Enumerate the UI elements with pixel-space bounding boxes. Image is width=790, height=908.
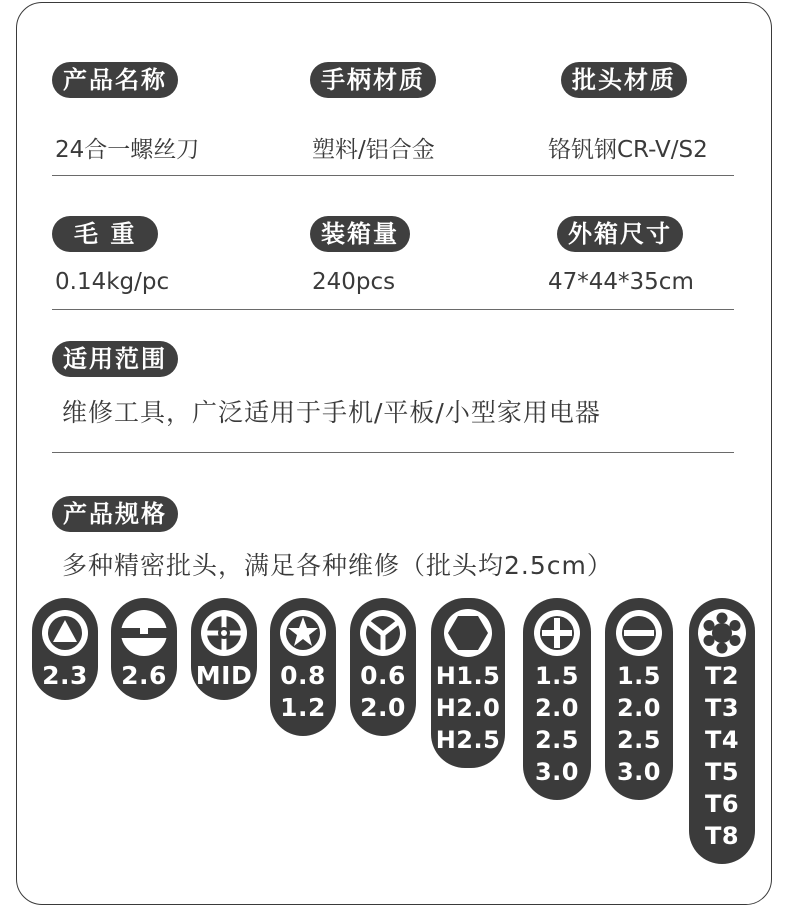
mid-cross-icon (197, 606, 251, 660)
bit-size-label: MID (195, 661, 253, 690)
label-spec: 产品规格 (52, 496, 178, 532)
label-handle-material: 手柄材质 (310, 62, 436, 98)
slotted-icon (117, 606, 171, 660)
bit-sizes (605, 660, 673, 788)
value-carton-size: 47*44*35cm (548, 269, 694, 295)
bit-size-label: T4 (704, 726, 740, 754)
label-application: 适用范围 (52, 341, 178, 377)
bit-size-label: 2.5 (616, 726, 661, 754)
bit-tri-wing (350, 598, 416, 736)
label-packing-qty: 装箱量 (310, 216, 410, 252)
torx-icon (695, 606, 749, 660)
value-handle-material: 塑料/铝合金 (312, 137, 435, 163)
value-spec: 多种精密批头，满足各种维修（批头均2.5cm） (62, 551, 613, 580)
bit-size-label: 2.5 (534, 726, 579, 754)
bit-size-label: 2.0 (616, 694, 661, 722)
label-gross-weight: 毛 重 (52, 216, 158, 252)
triangle-icon (38, 606, 92, 660)
bit-sizes (270, 660, 336, 724)
divider (52, 175, 734, 176)
hex-icon (441, 606, 495, 660)
divider (52, 452, 734, 453)
bit-size-label: H2.5 (435, 726, 501, 754)
bit-sizes (689, 660, 755, 852)
divider (52, 309, 734, 310)
bit-size-label: 2.3 (42, 661, 88, 690)
bit-size-label: T3 (704, 694, 740, 722)
bit-size-label: 2.6 (121, 661, 167, 690)
bit-sizes (191, 660, 257, 692)
bit-sizes (431, 660, 505, 756)
tri-wing-icon (356, 606, 410, 660)
bit-phillips (523, 598, 591, 800)
bit-size-label: H2.0 (435, 694, 501, 722)
value-packing-qty: 240pcs (312, 269, 396, 295)
bit-torx (689, 598, 755, 864)
value-gross-weight: 0.14kg/pc (55, 269, 170, 295)
flat-icon (612, 606, 666, 660)
bit-size-label: 2.0 (360, 693, 406, 722)
bit-flat (605, 598, 673, 800)
bit-size-label: 3.0 (616, 758, 661, 786)
bit-size-label: 1.5 (534, 662, 579, 690)
pentalobe-icon (276, 606, 330, 660)
bit-size-label: T5 (704, 758, 740, 786)
bit-size-label: T6 (704, 790, 740, 818)
label-bit-material: 批头材质 (561, 62, 687, 98)
bit-hex (431, 598, 505, 768)
value-bit-material: 铬钒钢CR-V/S2 (548, 137, 708, 163)
bit-sizes (111, 660, 177, 692)
bit-size-label: T8 (704, 822, 740, 850)
bit-size-label: 0.6 (360, 661, 406, 690)
label-product-name: 产品名称 (52, 62, 178, 98)
bit-slotted (111, 598, 177, 700)
bit-size-label: 1.2 (280, 693, 326, 722)
bit-size-label: T2 (704, 662, 740, 690)
bit-size-label: H1.5 (435, 662, 501, 690)
bit-size-label: 1.5 (616, 662, 661, 690)
bit-size-label: 2.0 (534, 694, 579, 722)
phillips-icon (530, 606, 584, 660)
bit-size-label: 0.8 (280, 661, 326, 690)
bit-mid-cross (191, 598, 257, 700)
bit-sizes (32, 660, 98, 692)
label-carton-size: 外箱尺寸 (557, 216, 683, 252)
bit-sizes (350, 660, 416, 724)
bit-pentalobe (270, 598, 336, 736)
bit-triangle (32, 598, 98, 700)
value-product-name: 24合一螺丝刀 (55, 137, 200, 163)
bit-size-label: 3.0 (534, 758, 579, 786)
bit-sizes (523, 660, 591, 788)
value-application: 维修工具，广泛适用于手机/平板/小型家用电器 (62, 398, 601, 427)
